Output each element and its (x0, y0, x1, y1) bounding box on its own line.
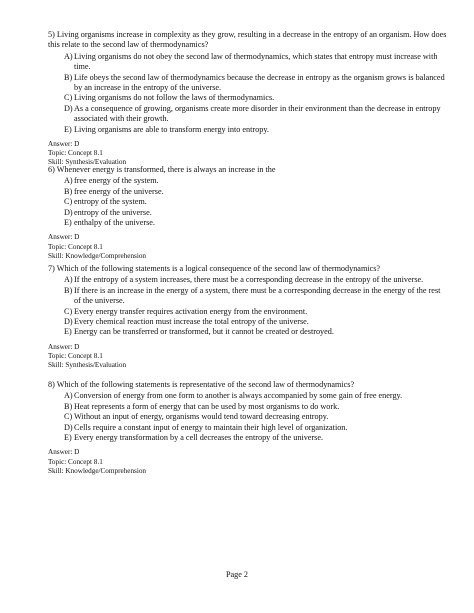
option-b (64, 187, 448, 197)
question-meta (48, 140, 448, 168)
option-c (64, 412, 448, 422)
option-text: Energy can be transferred or transformed, but it cannot be created or destroyed. (74, 327, 334, 337)
option-text: Living organisms are able to transform energy into entropy. (74, 124, 269, 134)
question-8 (48, 380, 448, 476)
option-d (64, 104, 448, 125)
option-letter: B) (64, 186, 73, 196)
option-letter: E) (64, 124, 72, 134)
question-meta (48, 343, 448, 371)
options-list (64, 391, 448, 443)
option-letter: D) (64, 103, 73, 113)
option-d (64, 423, 448, 433)
question-text: Living organisms increase in complexity as they grow, resulting in a decrease in the entropy of an organism. How does this relate to the second law of thermodynamics? (48, 30, 447, 50)
option-letter: C) (64, 197, 73, 207)
option-text: If the entropy of a system increases, there must be a corresponding decrease in the entropy of the universe. (74, 275, 424, 285)
question-stem (48, 30, 448, 51)
option-a (64, 275, 448, 285)
option-text: Life obeys the second law of thermodynamics because the decrease in entropy as the organism grows is balanced by an increase in the entropy of the universe. (74, 72, 445, 93)
option-a (64, 391, 448, 401)
question-text: Whenever energy is transformed, there is always an increase in the (56, 165, 276, 174)
skill-line: Skill: Synthesis/Evaluation (48, 361, 127, 370)
option-text: Living organisms do not obey the second law of thermodynamics, which states that entropy must increase with time. (74, 51, 438, 72)
question-7 (48, 264, 448, 370)
options-list (64, 176, 448, 228)
skill-line: Skill: Synthesis/Evaluation (48, 158, 127, 167)
answer-line: Answer: D (48, 448, 80, 457)
options-list (64, 275, 448, 337)
option-c (64, 307, 448, 317)
option-e (64, 433, 448, 443)
option-letter: E) (64, 327, 72, 337)
skill-line: Skill: Knowledge/Comprehension (48, 466, 147, 475)
option-d (64, 208, 448, 218)
option-a (64, 176, 448, 186)
option-text: Conversion of energy from one form to another is always accompanied by some gain of free energy. (74, 391, 403, 401)
option-letter: D) (64, 207, 73, 217)
question-number: 7) (48, 264, 55, 273)
question-meta (48, 448, 448, 476)
topic-line: Topic: Concept 8.1 (48, 149, 103, 158)
option-text: Heat represents a form of energy that can be used by most organisms to do work. (74, 401, 340, 411)
options-list (64, 52, 448, 135)
option-b (64, 402, 448, 412)
option-letter: A) (64, 391, 73, 401)
option-letter: A) (64, 275, 73, 285)
option-b (64, 73, 448, 94)
skill-line: Skill: Knowledge/Comprehension (48, 251, 147, 260)
option-c (64, 197, 448, 207)
option-letter: B) (64, 72, 73, 82)
option-a (64, 52, 448, 73)
question-stem (48, 264, 448, 274)
option-letter: C) (64, 412, 73, 422)
page-number: Page 2 (225, 570, 249, 579)
question-text: Which of the following statements is a logical consequence of the second law of thermodynamics? (56, 264, 381, 273)
question-stem (48, 165, 448, 175)
option-letter: B) (64, 401, 73, 411)
answer-line: Answer: D (48, 342, 80, 351)
option-text: Without an input of energy, organisms would tend toward decreasing entropy. (74, 412, 329, 422)
question-meta (48, 233, 448, 261)
option-e (64, 125, 448, 135)
topic-line: Topic: Concept 8.1 (48, 352, 103, 361)
question-stem (48, 380, 448, 390)
option-text: entropy of the universe. (74, 207, 152, 217)
question-number: 8) (48, 380, 55, 389)
option-text: If there is an increase in the energy of a system, there must be a corresponding decrease in the energy of the rest of the universe. (74, 285, 441, 306)
answer-line: Answer: D (48, 233, 80, 242)
option-text: enthalpy of the universe. (74, 218, 155, 228)
option-letter: D) (64, 422, 73, 432)
option-e (64, 218, 448, 228)
question-number: 5) (48, 30, 55, 39)
question-6 (48, 165, 448, 261)
option-letter: D) (64, 317, 73, 327)
option-letter: B) (64, 285, 73, 295)
option-c (64, 93, 448, 103)
option-letter: A) (64, 176, 73, 186)
question-5 (48, 30, 448, 168)
option-text: Living organisms do not follow the laws of thermodynamics. (74, 93, 275, 103)
topic-line: Topic: Concept 8.1 (48, 242, 103, 251)
option-text: Every chemical reaction must increase the total entropy of the universe. (74, 317, 309, 327)
option-letter: A) (64, 51, 73, 61)
option-text: free energy of the system. (74, 176, 159, 186)
answer-line: Answer: D (48, 140, 80, 149)
option-text: As a consequence of growing, organisms create more disorder in their environment than the decrease in entropy associated with their growth. (74, 103, 441, 124)
option-text: Every energy transfer requires activation energy from the environment. (74, 306, 308, 316)
option-text: Every energy transformation by a cell decreases the entropy of the universe. (74, 433, 324, 443)
option-d (64, 317, 448, 327)
question-text: Which of the following statements is representative of the second law of thermodynamics? (56, 380, 355, 389)
option-text: free energy of the universe. (74, 186, 164, 196)
option-text: entropy of the system. (74, 197, 147, 207)
option-b (64, 286, 448, 307)
topic-line: Topic: Concept 8.1 (48, 457, 103, 466)
option-e (64, 327, 448, 337)
option-letter: C) (64, 306, 73, 316)
option-text: Cells require a constant input of energy to maintain their high level of organization. (74, 422, 348, 432)
option-letter: C) (64, 93, 73, 103)
option-letter: E) (64, 218, 72, 228)
option-letter: E) (64, 433, 72, 443)
question-number: 6) (48, 165, 55, 174)
